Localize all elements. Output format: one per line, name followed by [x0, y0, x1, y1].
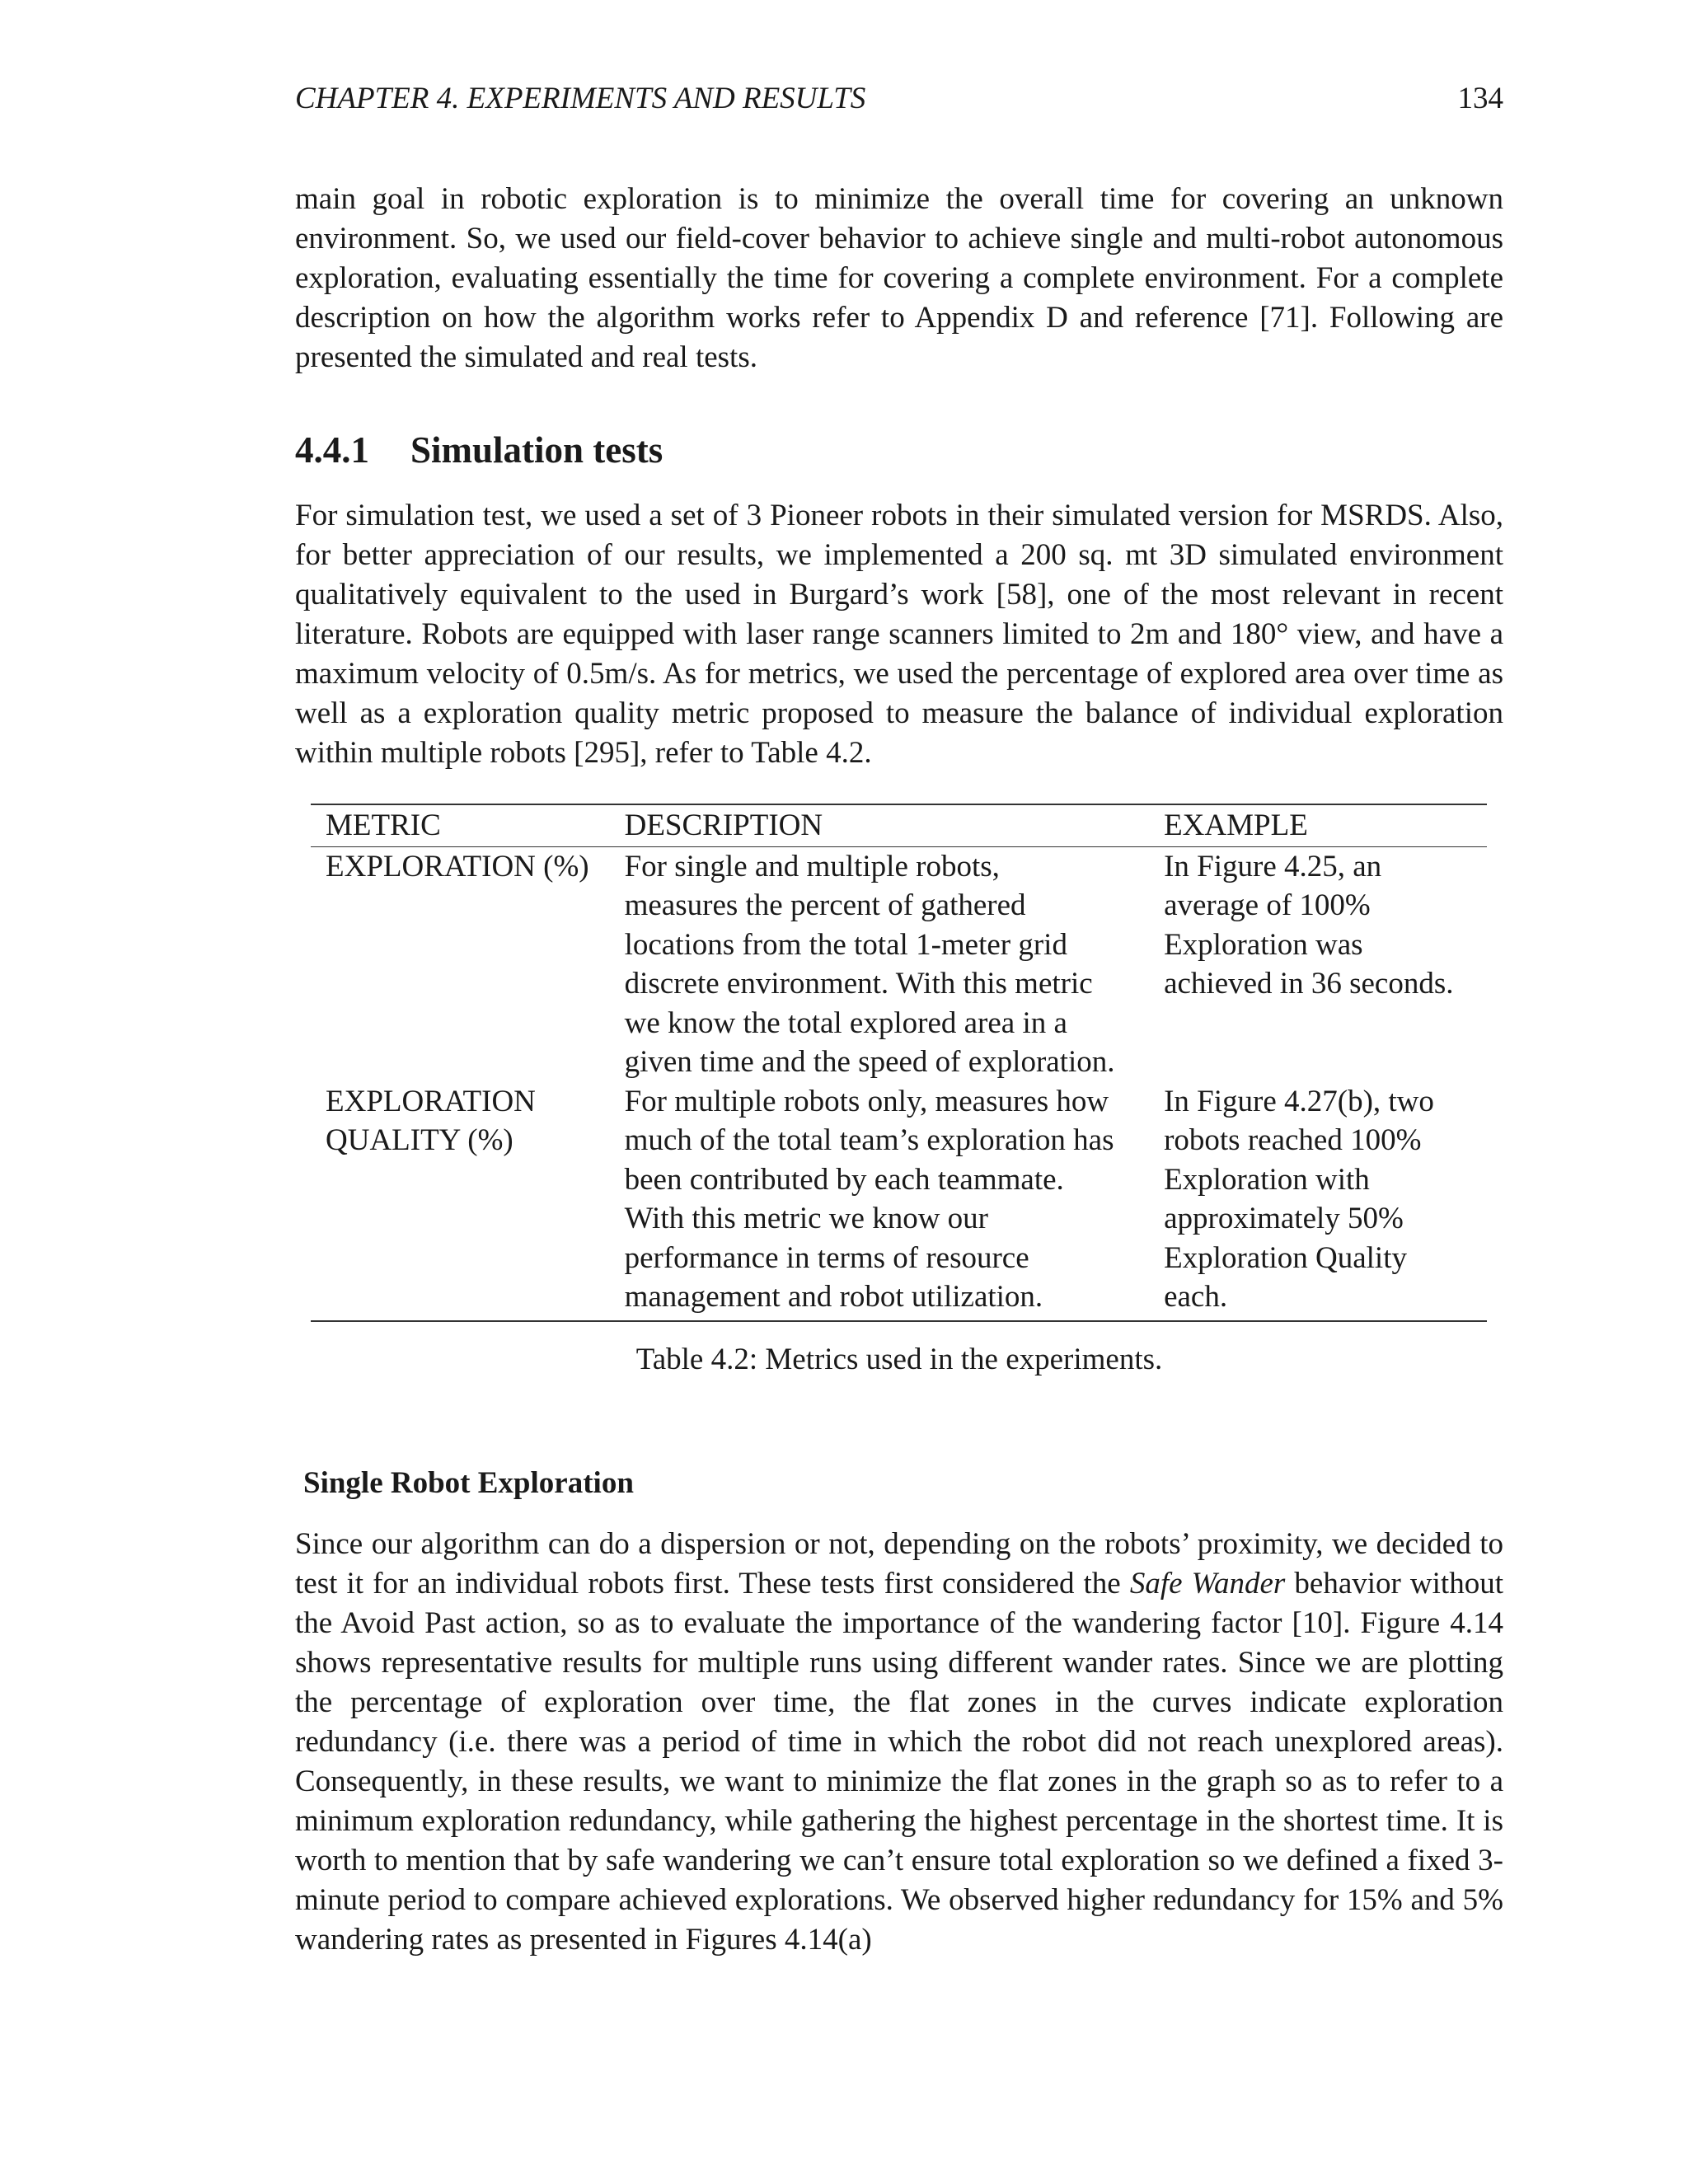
- header-description: DESCRIPTION: [624, 808, 823, 842]
- header-metric: METRIC: [326, 808, 441, 842]
- paragraph-text-after: behavior without the Avoid Past action, so as to evaluate the importance of the wandering factor [10]. Figure 4.14 shows representative results for multiple runs using different wander rates. Since we are plotting the percentage of exploration over time, the flat zones in the curves indicate exploration redundancy (i.e. there was a period of time in which the robot did not reach unexplored areas). Consequently, in these results, we want to minimize the flat zones in the graph so as to refer to a minimum exploration redundancy, while gathering the highest percentage in the shortest time. It is worth to mention that by safe wandering we can’t ensure total exploration so we defined a fixed 3-minute period to compare achieved explorations. We observed higher redundancy for 15% and 5% wandering rates as presented in Figures 4.14(a): [295, 1567, 1503, 1957]
- cell-description: For multiple robots only, measures how much of the total team’s exploration has been contributed by each teammate. With this metric we know our performance in terms of resource management and robot utilization.: [624, 1084, 1114, 1314]
- cell-description: For single and multiple robots, measures the percent of gathered locations from the total 1-meter grid discrete environment. With this metric we know the total explored area in a given time and the speed of exploration.: [624, 849, 1115, 1079]
- section-number: 4.4.1: [295, 429, 369, 471]
- page-number: 134: [1457, 82, 1503, 115]
- subsection-heading: Single Robot Exploration: [303, 1466, 634, 1500]
- cell-example: In Figure 4.27(b), two robots reached 100% Exploration with approximately 50% Exploration Quality each.: [1164, 1084, 1434, 1314]
- cell-example: In Figure 4.25, an average of 100% Exploration was achieved in 36 seconds.: [1164, 849, 1454, 1001]
- intro-paragraph: main goal in robotic exploration is to minimize the overall time for covering an unknown environment. So, we used our field-cover behavior to achieve single and multi-robot autonomous exploration, evaluating essentially the time for covering a complete environment. For a complete description on how the algorithm works refer to Appendix D and reference [71]. Following are presented the simulated and real tests.: [295, 182, 1503, 374]
- cell-metric: EXPLORATION (%): [326, 849, 589, 883]
- single-robot-paragraph: [295, 1525, 1503, 1960]
- simulation-paragraph: For simulation test, we used a set of 3 Pioneer robots in their simulated version for MSRDS. Also, for better appreciation of our results, we implemented a 200 sq. mt 3D simulated environment qualitatively equivalent to the used in Burgard’s work [58], one of the most relevant in recent literature. Robots are equipped with laser range scanners limited to 2m and 180° view, and have a maximum velocity of 0.5m/s. As for metrics, we used the percentage of explored area over time as well as a exploration quality metric proposed to measure the balance of individual exploration within multiple robots [295], refer to Table 4.2.: [295, 499, 1503, 770]
- paragraph-text-before: Since our algorithm can do a dispersion or not, depending on the robots’ proximity, we decided to test it for an individual robots first. These tests first considered the: [295, 1527, 1503, 1601]
- header-example: EXAMPLE: [1164, 808, 1308, 842]
- chapter-title: CHAPTER 4. EXPERIMENTS AND RESULTS: [295, 82, 866, 115]
- table-row: [311, 1082, 1487, 1321]
- running-header: [295, 81, 1503, 116]
- safe-wander-emphasis: Safe Wander: [1129, 1567, 1286, 1601]
- table-row: [311, 846, 1487, 1082]
- table-header-row: [311, 804, 1487, 846]
- cell-metric: EXPLORATION QUALITY (%): [326, 1084, 536, 1157]
- section-heading: [295, 429, 663, 471]
- metrics-table: [311, 804, 1487, 1322]
- section-title: Simulation tests: [410, 429, 663, 471]
- table-caption: Table 4.2: Metrics used in the experiments.: [635, 1343, 1163, 1376]
